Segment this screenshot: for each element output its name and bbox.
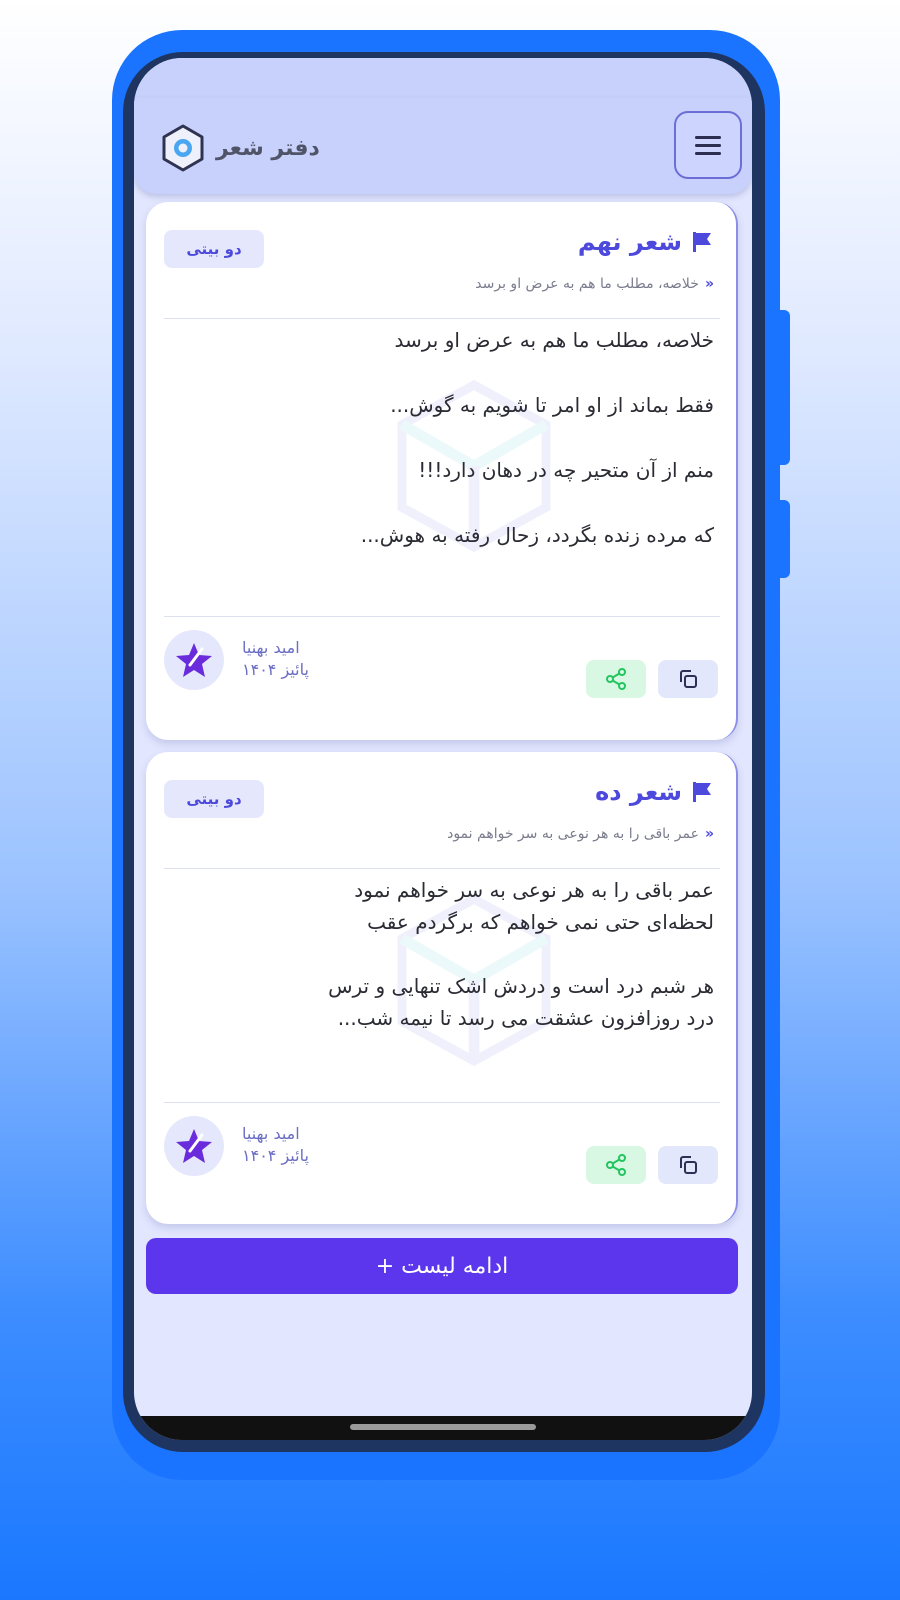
app-header [134, 98, 752, 194]
home-indicator[interactable] [350, 1424, 536, 1430]
poem-text: خلاصه، مطلب ما هم به عرض او برسد فقط بماند از او امر تا شویم به گوش... منم از آن متحیر چه در دهان دارد!!! که مرده زنده بگردد، زحال رفته به هوش... [360, 328, 714, 547]
copy-icon [676, 1153, 700, 1177]
power-button [776, 500, 790, 578]
share-button[interactable] [586, 660, 646, 698]
share-icon [604, 667, 628, 691]
author-name: امید بهنیا [242, 638, 300, 657]
author-avatar[interactable] [164, 630, 224, 690]
divider [164, 616, 720, 617]
poem-type-badge: دو بیتی [164, 780, 264, 818]
poem-subtitle: «عمر باقی را به هر نوعی به سر خواهم نمود [447, 826, 714, 842]
menu-button[interactable] [674, 111, 742, 179]
poem-card [146, 752, 738, 1224]
divider [164, 318, 720, 319]
poem-type-badge: دو بیتی [164, 230, 264, 268]
poem-text: عمر باقی را به هر نوعی به سر خواهم نمود لحظه‌ای حتی نمی خواهم که برگردم عقب هر شبم درد است و دردش اشک تنهایی و ترس درد روزافزون عشقت می رسد تا نیمه شب... [328, 878, 714, 1030]
flag-icon [690, 780, 714, 804]
app-title: دفتر شعر [216, 135, 320, 161]
quote-icon: « [704, 276, 714, 292]
copy-button[interactable] [658, 660, 718, 698]
star-pen-icon [174, 640, 214, 680]
star-pen-icon [174, 1126, 214, 1166]
poem-list [134, 194, 752, 1440]
copy-icon [676, 667, 700, 691]
status-bar [134, 58, 752, 99]
share-button[interactable] [586, 1146, 646, 1184]
flag-icon [690, 230, 714, 254]
brand[interactable] [160, 123, 320, 173]
poem-subtitle: «خلاصه، مطلب ما هم به عرض او برسد [475, 276, 714, 292]
hexagon-logo-icon [160, 123, 206, 173]
quote-icon: « [704, 826, 714, 842]
poem-date: پائیز ۱۴۰۴ [242, 1146, 309, 1165]
poem-title[interactable]: شعر نهم [578, 228, 714, 256]
hamburger-menu-icon [695, 136, 721, 139]
share-icon [604, 1153, 628, 1177]
copy-button[interactable] [658, 1146, 718, 1184]
volume-button [776, 310, 790, 465]
poem-date: پائیز ۱۴۰۴ [242, 660, 309, 679]
poem-title[interactable]: شعر ده [595, 778, 714, 806]
author-name: امید بهنیا [242, 1124, 300, 1143]
author-avatar[interactable] [164, 1116, 224, 1176]
load-more-button[interactable]: ادامه لیست + [146, 1238, 738, 1294]
divider [164, 868, 720, 869]
app-screen [134, 58, 752, 1440]
divider [164, 1102, 720, 1103]
poem-card [146, 202, 738, 740]
system-nav-bar [134, 1416, 752, 1440]
